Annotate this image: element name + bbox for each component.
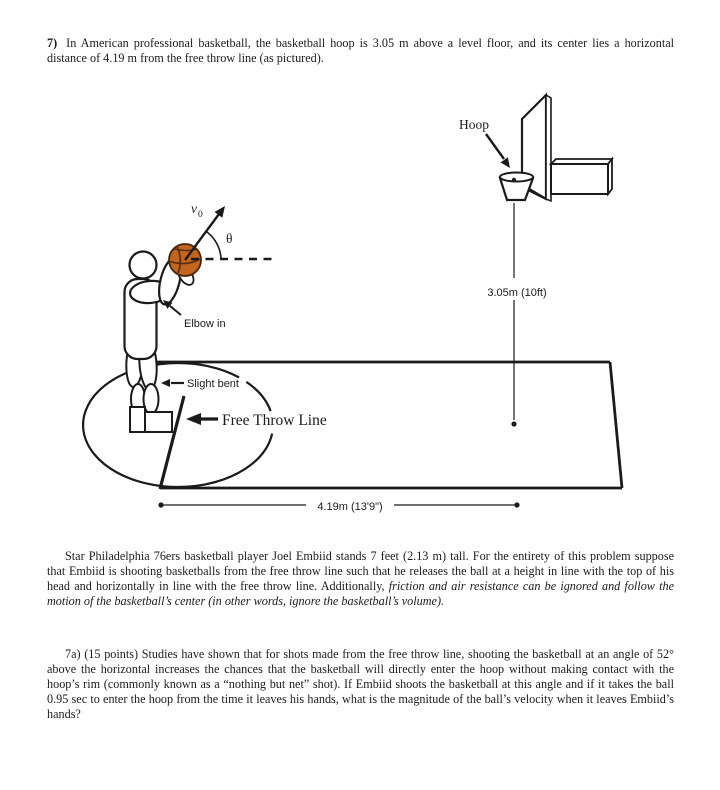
problem-7-text: In American professional basketball, the basketball hoop is 3.05 m above a level floor, and its center lies a horizontal distance of 4.19 m from the free throw line (as pictured). (47, 36, 674, 65)
player-figure (125, 252, 197, 433)
angle-arc (207, 232, 221, 258)
velocity-arrow (185, 214, 219, 260)
elbow-callout (163, 300, 226, 330)
free-throw-circle-dashed-arc (251, 434, 272, 465)
angle-theta-label: θ (226, 231, 233, 246)
floor-point-dot (511, 421, 516, 426)
hoop-callout (459, 117, 510, 168)
support-arm (551, 164, 608, 194)
player-head (130, 252, 157, 279)
free-throw-diagram (0, 85, 720, 545)
hoop-arrowhead-icon (501, 157, 510, 168)
free-throw-circle-dashed-arc (246, 382, 270, 411)
distance-dimension (158, 501, 519, 513)
height-dimension (487, 203, 546, 427)
free-throw-line-callout (186, 412, 327, 429)
velocity-subscript: 0 (198, 210, 203, 220)
court-right-edge (610, 362, 622, 488)
free-throw-line-arrowhead-icon (186, 413, 201, 425)
free-throw-line (160, 396, 184, 489)
knees-callout (161, 378, 239, 390)
free-throw-line-label: Free Throw Line (222, 412, 327, 429)
dimension-endpoint-dot (158, 502, 163, 507)
velocity-label: v (191, 201, 197, 216)
hoop-label: Hoop (459, 117, 489, 132)
part-7a-text: 7a) (15 points) Studies have shown that for shots made from the free throw line, shooting the basketball at an angle of 52° above the horizontal increases the chances that the basketball will directly enter the hoop without making contact with the hoop’s rim (commonly known as a “nothing but net” shot). If Embiid shoots the basketball at this angle and if it takes the ball 0.95 sec to enter the hoop from the time it leaves his hands, what is the magnitude of the ball’s velocity when it leaves Embiid’s hands? (47, 647, 674, 721)
dimension-endpoint-dot (514, 502, 519, 507)
problem-7-paragraph (47, 36, 674, 66)
rim (500, 173, 533, 182)
embiid-paragraph-italic: friction and air resistance can be ignored and follow the motion of the basketball’s center (in other words, ignore the basketball’s volume). (47, 578, 674, 608)
elbow-label: Elbow in (184, 318, 226, 330)
elbow-arrow (170, 306, 181, 315)
hoop-assembly (500, 95, 612, 201)
hoop-arrow (486, 134, 504, 159)
hoop-height-label: 3.05m (10ft) (487, 287, 547, 299)
player-foot (130, 407, 145, 432)
rim-center-dot (512, 178, 516, 182)
embiid-paragraph (47, 549, 674, 609)
part-7a-paragraph (47, 647, 674, 722)
slight-bent-label: Slight bent (187, 378, 239, 390)
problem-7-number: 7) (47, 36, 58, 50)
slight-bent-arrowhead-icon (161, 379, 170, 387)
player-foot (145, 412, 172, 432)
hoop-distance-label: 4.19m (13'9") (317, 501, 383, 513)
embiid-paragraph-roman: Star Philadelphia 76ers basketball player Joel Embiid stands 7 feet (2.13 m) tall. For the entirety of this problem suppose that Embiid is shooting basketballs from the free throw line such that he releases the ball at a height in line with the top of his head and horizontally in line with the free throw line. Additionally, (47, 549, 674, 593)
